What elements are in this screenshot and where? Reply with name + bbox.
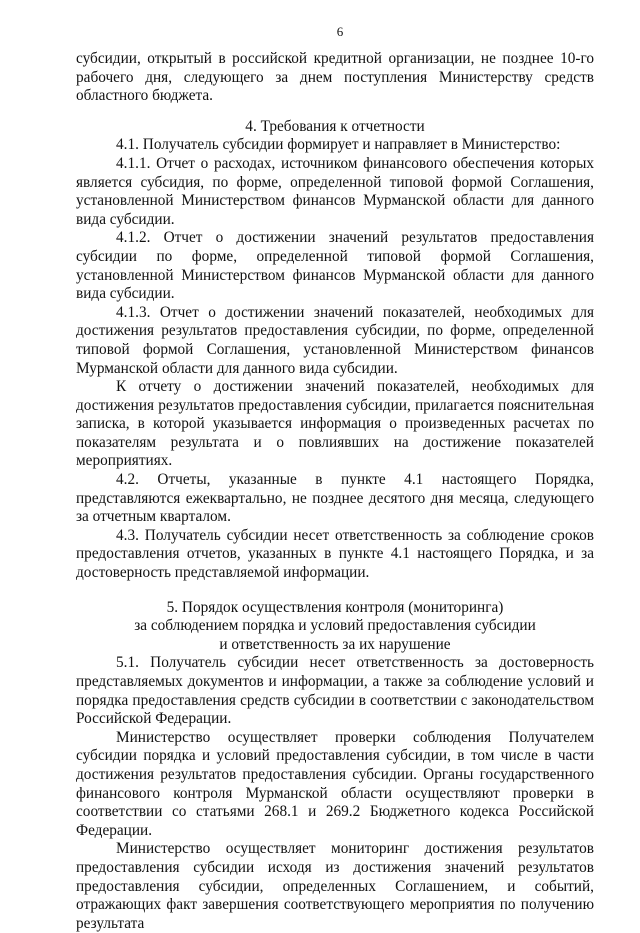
page-number: 6 [336, 24, 344, 39]
section-5-heading-line-2: за соблюдением порядка и условий предоставления субсидии [134, 617, 536, 635]
paragraph-5-1: 5.1. Получатель субсидии несет ответственность за достоверность представляемых документов и информации, а также за соблюдение условий и порядка предоставления средств субсидии в соответствии с законодательством Российской Федерации. [76, 654, 594, 728]
section-5-heading-line-3: и ответственность за их нарушение [219, 635, 451, 653]
section-5-heading-line-1: 5. Порядок осуществления контроля (мониторинга) [166, 598, 504, 616]
paragraph-ministry-monitoring: Министерство осуществляет мониторинг достижения результатов предоставления субсидии исходя из достижения значений результатов предоставления субсидии, определенных Соглашением, и событий, отражающих факт завершения соответствующего мероприятия по получению результата [76, 840, 594, 932]
paragraph-4-2: 4.2. Отчеты, указанные в пункте 4.1 настоящего Порядка, представляются ежеквартально, не позднее десятого дня месяца, следующего за отчетным кварталом. [76, 471, 594, 526]
paragraph-4-1: 4.1. Получатель субсидии формирует и направляет в Министерство: [116, 136, 561, 154]
paragraph-4-3: 4.3. Получатель субсидии несет ответственность за соблюдение сроков предоставления отчетов, указанных в пункте 4.1 настоящего Порядка, и за достоверность представляемой информации. [76, 526, 594, 582]
section-4-heading: 4. Требования к отчетности [245, 117, 425, 135]
paragraph-4-1-3: 4.1.3. Отчет о достижении значений показателей, необходимых для достижения результатов предоставления субсидии, по форме, определенной типовой формой Соглашения, установленной Министерством финансов Мурманской области для данного вида субсидии. [76, 303, 594, 377]
paragraph-explanatory-note: К отчету о достижении значений показателей, необходимых для достижения результатов предоставления субсидии, прилагается пояснительная записка, в которой указывается информация о произведенных расчетах по показателям результата и о повлиявших на достижение показателей мероприятиях. [76, 378, 594, 470]
intro-paragraph: субсидии, открытый в российской кредитной организации, не позднее 10-го рабочего дня, следующего за днем поступления Министерству средств областного бюджета. [76, 50, 594, 105]
paragraph-4-1-2: 4.1.2. Отчет о достижении значений результатов предоставления субсидии по форме, определенной типовой формой Соглашения, установленной Министерством финансов Мурманской области для данного вида субсидии. [76, 229, 594, 303]
paragraph-ministry-checks: Министерство осуществляет проверки соблюдения Получателем субсидии порядка и условий предоставления субсидии, в том числе в части достижения результатов предоставления субсидии. Органы государственного финансового контроля Мурманской области осуществляют проверки в соответствии со статьями 268.1 и 269.2 Бюджетного кодекса Российской Федерации. [76, 728, 594, 839]
paragraph-4-1-1: 4.1.1. Отчет о расходах, источником финансового обеспечения которых является субсидия, по форме, определенной типовой формой Соглашения, установленной Министерством финансов Мурманской области для данного вида субсидии. [76, 154, 594, 228]
